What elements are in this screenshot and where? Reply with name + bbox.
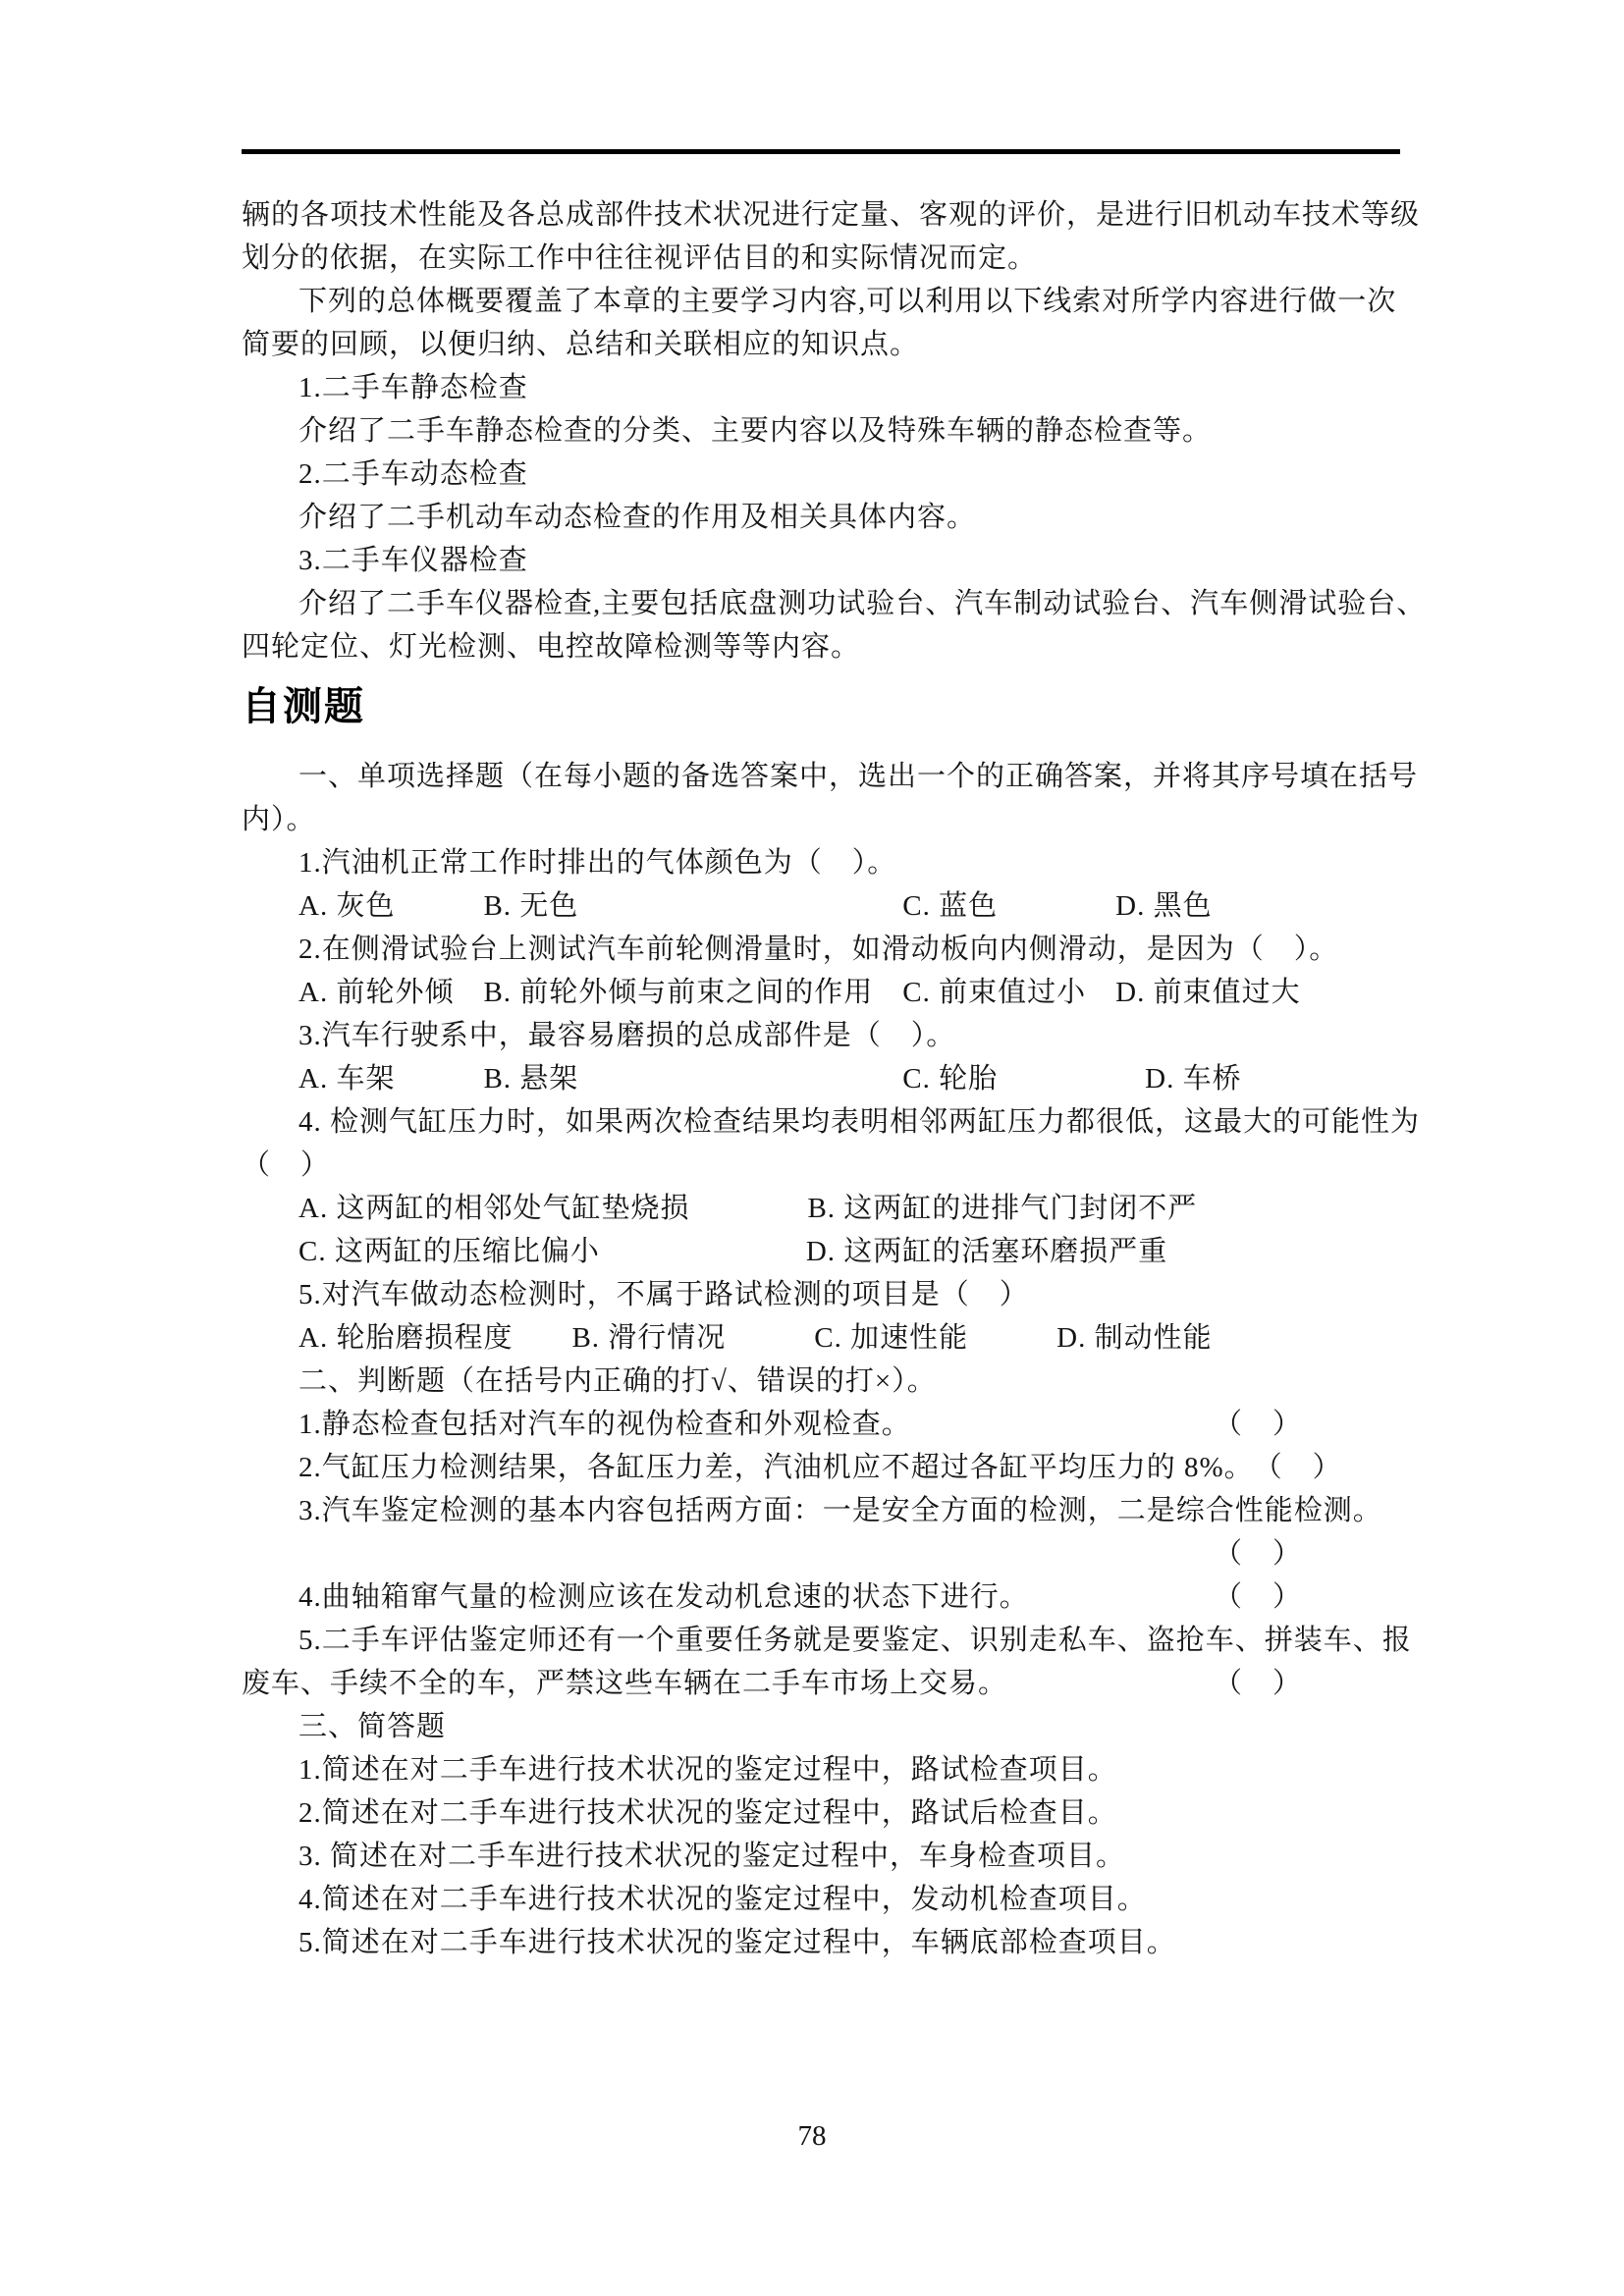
text-line: 划分的依据，在实际工作中往往视评估目的和实际情况而定。 [242, 242, 1038, 274]
text-line: 二、判断题（在括号内正确的打√、错误的打×）。 [298, 1365, 937, 1397]
answer-bracket: （ ） [1213, 1409, 1302, 1440]
text-line: 下列的总体概要覆盖了本章的主要学习内容,可以利用以下线索对所学内容进行做一次 [298, 286, 1397, 317]
answer-bracket: （ ） [1213, 1668, 1302, 1699]
text-line: 3.二手车仪器检查 [298, 545, 528, 576]
text-line: 简要的回顾，以便归纳、总结和关联相应的知识点。 [242, 329, 920, 360]
judgment-row [242, 1403, 1400, 1446]
answer-bracket: （ ） [1213, 1538, 1302, 1570]
text-line: 1.二手车静态检查 [298, 372, 528, 403]
page-content [242, 193, 1427, 1964]
text-line: A. 灰色 B. 无色 C. 蓝色 D. 黑色 [298, 890, 1213, 922]
text-line: 介绍了二手车仪器检查,主要包括底盘测功试验台、汽车制动试验台、汽车侧滑试验台、 [298, 588, 1427, 619]
text-line: 介绍了二手车静态检查的分类、主要内容以及特殊车辆的静态检查等。 [298, 415, 1213, 447]
text-line: 5.简述在对二手车进行技术状况的鉴定过程中，车辆底部检查项目。 [298, 1927, 1176, 1958]
text-line: 辆的各项技术性能及各总成部件技术状况进行定量、客观的评价，是进行旧机动车技术等级 [242, 199, 1421, 231]
judgment-text: 4.曲轴箱窜气量的检测应该在发动机怠速的状态下进行。 [298, 1581, 1029, 1613]
text-line: （ ） [242, 1149, 331, 1181]
judgment-row [242, 1662, 1400, 1705]
text-line: A. 轮胎磨损程度 B. 滑行情况 C. 加速性能 D. 制动性能 [298, 1322, 1213, 1354]
text-line: C. 这两缸的压缩比偏小 D. 这两缸的活塞环磨损严重 [298, 1236, 1168, 1267]
text-line: 1.汽油机正常工作时排出的气体颜色为（ ）。 [298, 847, 897, 879]
judgment-row [242, 1575, 1400, 1619]
text-line: 3. 简述在对二手车进行技术状况的鉴定过程中，车身检查项目。 [298, 1841, 1126, 1872]
text-line: 4.简述在对二手车进行技术状况的鉴定过程中，发动机检查项目。 [298, 1884, 1147, 1915]
judgment-text: 1.静态检查包括对汽车的视伪检查和外观检查。 [298, 1409, 911, 1440]
text-line: 介绍了二手机动车动态检查的作用及相关具体内容。 [298, 502, 977, 533]
text-line: A. 这两缸的相邻处气缸垫烧损 B. 这两缸的进排气门封闭不严 [298, 1193, 1198, 1224]
text-line: 5.对汽车做动态检测时，不属于路试检测的项目是（ ） [298, 1279, 1029, 1310]
text-line: 2.简述在对二手车进行技术状况的鉴定过程中，路试后检查目。 [298, 1797, 1117, 1829]
text-line: 3.汽车行驶系中，最容易磨损的总成部件是（ ）。 [298, 1020, 956, 1051]
text-line: 2.二手车动态检查 [298, 458, 528, 490]
page-number: 78 [797, 2120, 827, 2152]
text-line: 3.汽车鉴定检测的基本内容包括两方面：一是安全方面的检测，二是综合性能检测。 [298, 1495, 1382, 1526]
text-line: 一、单项选择题（在每小题的备选答案中，选出一个的正确答案，并将其序号填在括号 [298, 761, 1419, 792]
judgment-row [242, 1532, 1400, 1575]
judgment-row [242, 1446, 1400, 1489]
text-line: A. 车架 B. 悬架 C. 轮胎 D. 车桥 [298, 1063, 1242, 1095]
text-line: 三、简答题 [298, 1711, 447, 1742]
text-line: 内）。 [242, 804, 316, 835]
header-rule [242, 149, 1400, 154]
text-line: 1.简述在对二手车进行技术状况的鉴定过程中，路试检查项目。 [298, 1754, 1117, 1786]
section-heading: 自测题 [242, 685, 365, 728]
text-line: 2.在侧滑试验台上测试汽车前轮侧滑量时，如滑动板向内侧滑动，是因为（ ）。 [298, 934, 1339, 965]
answer-bracket: （ ） [1213, 1581, 1302, 1613]
judgment-text: 废车、手续不全的车，严禁这些车辆在二手车市场上交易。 [242, 1668, 1008, 1699]
answer-bracket: （ ） [1253, 1452, 1342, 1483]
text-line: 4. 检测气缸压力时，如果两次检查结果均表明相邻两缸压力都很低，这最大的可能性为 [298, 1106, 1421, 1138]
text-line: A. 前轮外倾 B. 前轮外倾与前束之间的作用 C. 前束值过小 D. 前束值过大 [298, 977, 1301, 1008]
text-line: 四轮定位、灯光检测、电控故障检测等等内容。 [242, 631, 861, 663]
judgment-text: 2.气缸压力检测结果，各缸压力差，汽油机应不超过各缸平均压力的 8%。 [298, 1452, 1254, 1483]
text-line: 5.二手车评估鉴定师还有一个重要任务就是要鉴定、识别走私车、盗抢车、拼装车、报 [298, 1625, 1412, 1656]
